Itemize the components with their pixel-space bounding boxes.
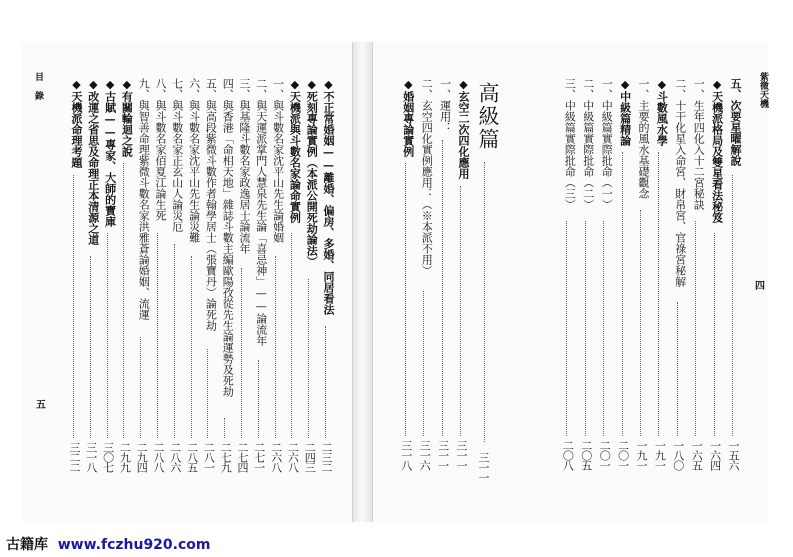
- right-after-entry-page: 三一六: [418, 440, 432, 470]
- right-entry-page: 二〇五: [579, 440, 593, 470]
- right-entry-page: 二〇八: [561, 440, 575, 470]
- left-entry-title: 六、與斗數名家沈平山先生論災難: [187, 78, 201, 243]
- left-folio: 五: [36, 400, 46, 411]
- right-after-entry-title: 二、玄空四化實例應用：（※本派不用）: [420, 78, 434, 276]
- right-entry-page: 二〇一: [616, 440, 630, 470]
- right-after-entry-page: 三一八: [399, 440, 413, 470]
- left-entry-page: 三〇七: [101, 442, 115, 472]
- right-entry-leader: [603, 221, 604, 436]
- book-gutter: [352, 42, 372, 522]
- site-watermark: [0, 530, 793, 557]
- left-entry-page: 三一八: [84, 442, 98, 472]
- left-entry-page: 二七四: [236, 442, 249, 472]
- right-entry-title: ◆天機派格局及雙星看法秘笈: [710, 78, 724, 223]
- right-entry-page: 一八〇: [671, 440, 685, 470]
- left-entry-title: ◆古賦——專家、大師的寶庫: [103, 78, 117, 227]
- right-entry-title: 二、十干化星入命宮、財帛宮、官祿宮秘解: [673, 78, 687, 287]
- right-entry-page: 二〇一: [598, 440, 612, 470]
- left-entry-leader: [325, 326, 326, 438]
- right-entry-title: ◆斗數風水學: [655, 78, 669, 146]
- left-entry-page: 二六八: [286, 442, 300, 472]
- left-entry-title: ◆天機派與斗數名家論命實例: [288, 78, 302, 223]
- right-entry-leader: [640, 210, 641, 436]
- right-after-entry-leader: [423, 291, 424, 436]
- right-after-entry-title: 一、運用：: [438, 78, 452, 133]
- right-entry-leader: [658, 152, 659, 436]
- left-entry-page: 二六八: [269, 442, 283, 472]
- right-entry-page: 一九一: [635, 440, 648, 470]
- left-entry-page: 二七一: [252, 442, 266, 472]
- right-entry-title: 三、中級篇實際批命（三）: [563, 78, 577, 210]
- right-entry-leader: [695, 221, 696, 436]
- left-entry-leader: [258, 360, 259, 438]
- left-entry-page: 二四三: [303, 442, 317, 472]
- left-entry-title: ◆不正常婚姻——離婚、偏房、多婚、同居看法: [322, 78, 335, 315]
- left-entry-leader: [308, 279, 309, 438]
- left-entry-page: 二九九: [118, 442, 132, 472]
- left-entry-title: 五、與高段紫微斗數作者翰學居士（張寶丹）論死劫: [204, 78, 218, 331]
- right-entry-leader: [677, 302, 678, 436]
- right-entry-page: 一五六: [727, 440, 740, 470]
- right-after-entry-page: 三一一: [436, 440, 450, 470]
- left-entry-title: ◆死刻專論實例（本派公開死劫論法）: [305, 78, 319, 267]
- right-after-entry-leader: [442, 140, 443, 436]
- left-entry-leader: [90, 256, 91, 438]
- right-after-entry-leader: [405, 163, 406, 436]
- left-entry-page: 二八六: [168, 442, 182, 472]
- right-after-entry-title: ◆玄空二次四化應用: [457, 78, 470, 179]
- right-entry-leader: [622, 152, 623, 436]
- right-after-entry-page: 三一一: [455, 440, 468, 470]
- section-title: 高級篇: [476, 82, 500, 151]
- left-entry-page: 二三二: [320, 442, 333, 472]
- right-entry-page: 一六五: [690, 440, 704, 470]
- right-entry-leader: [714, 233, 715, 436]
- left-page: [22, 42, 353, 522]
- left-entry-leader: [207, 349, 208, 438]
- left-entry-leader: [107, 233, 108, 438]
- right-entry-leader: [566, 221, 567, 436]
- section-title-page: 三一一: [477, 452, 490, 482]
- left-entry-page: 二八八: [152, 442, 165, 472]
- left-entry-title: 三、與基隆斗數名家政逸居士論流年: [238, 78, 251, 254]
- right-page: [372, 42, 768, 522]
- left-entry-title: 一、與斗數名家沈平山先生論婚姻: [271, 78, 285, 243]
- right-entry-title: ◆中級篇精論: [618, 78, 632, 146]
- left-entry-title: 四、與香港「命相天地」雜誌斗數主編歐陽孜從先生論運勢及死劫: [221, 78, 235, 397]
- right-after-entry-leader: [460, 186, 461, 436]
- site-url: www.fczhu920.com: [57, 537, 211, 553]
- left-entry-title: ◆有關輪迴之說: [120, 78, 134, 157]
- left-entry-title: ◆天機派命理考題: [70, 78, 83, 168]
- left-entry-leader: [174, 244, 175, 438]
- right-folio: 四: [755, 281, 765, 292]
- left-entry-title: 八、與斗數名家佰夏江論生死: [154, 78, 167, 221]
- right-entry-page: 一六四: [708, 440, 722, 470]
- right-entry-title: 一、生年四化入十二宮秘訣: [692, 78, 706, 210]
- site-brand: 古籍库 www.fczhu920.com: [6, 537, 211, 553]
- left-entry-page: 二八五: [185, 442, 199, 472]
- right-entry-title: 五、次要星曜解說: [729, 78, 742, 166]
- right-after-entry-title: ◆婚姻專論實例: [401, 78, 415, 157]
- left-entry-title: 九、與智善命理紫微斗數名家洪雅蒼論婚姻、流運: [137, 78, 151, 320]
- right-running-head: 紫微天機: [758, 72, 768, 108]
- left-entry-page: 二九四: [135, 442, 149, 472]
- left-entry-page: 二八一: [202, 442, 216, 472]
- left-entry-leader: [157, 233, 158, 438]
- left-entry-leader: [224, 418, 225, 438]
- left-entry-leader: [291, 233, 292, 438]
- left-entry-leader: [73, 175, 74, 438]
- left-entry-title: 七、與斗數名家正玄山人論災厄: [170, 78, 184, 232]
- left-entry-leader: [241, 268, 242, 438]
- left-entry-leader: [140, 337, 141, 438]
- left-entry-title: ◆改運之省思及命理正本清源之道: [86, 78, 100, 245]
- left-entry-leader: [123, 163, 124, 438]
- left-entry-page: 二七九: [219, 442, 233, 472]
- left-entry-title: 二、與天運派掌門人慧泉先生論「喜忌神」——論流年: [254, 78, 268, 346]
- right-entry-leader: [732, 175, 733, 436]
- left-entry-leader: [275, 256, 276, 438]
- left-running-head: 目 錄: [33, 72, 43, 100]
- right-entry-title: 二、中級篇實際批命（二）: [581, 78, 595, 210]
- right-entry-page: 一九一: [653, 440, 667, 470]
- left-entry-page: 三二二: [68, 442, 81, 472]
- section-title-leader: [484, 162, 485, 442]
- right-entry-title: 一、中級篇實際批命（一）: [600, 78, 614, 210]
- right-entry-leader: [585, 221, 586, 436]
- right-entry-title: 一、主要的風水基礎觀念: [637, 78, 650, 199]
- left-entry-leader: [191, 256, 192, 438]
